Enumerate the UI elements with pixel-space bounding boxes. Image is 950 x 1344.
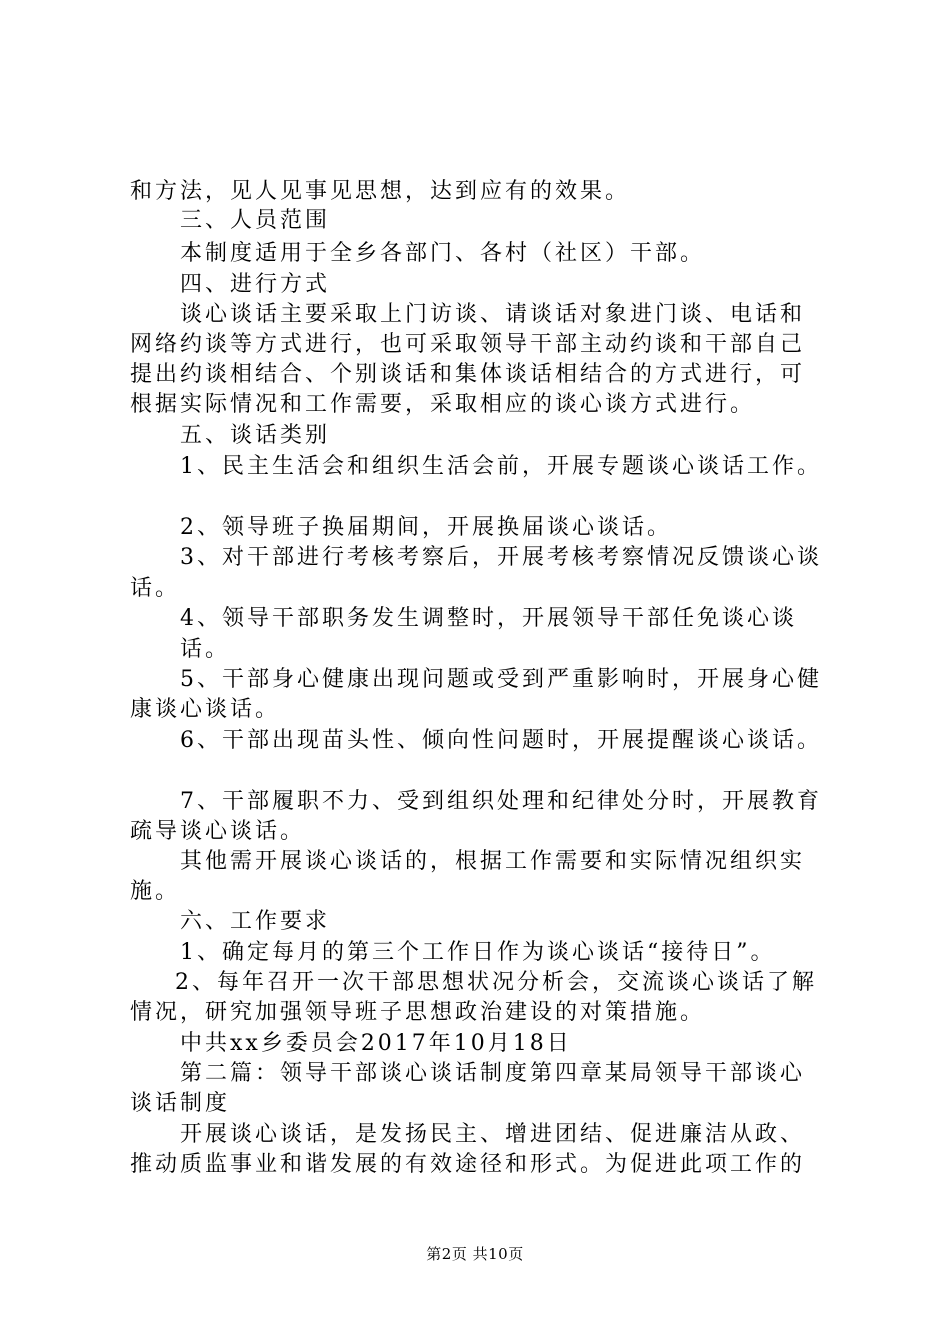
text-line: 谈心谈话主要采取上门访谈、请谈话对象进门谈、电话和	[180, 302, 806, 327]
signature-line: 中共xx乡委员会2017年10月18日	[180, 1031, 572, 1056]
text-line: 施。	[130, 879, 181, 904]
list-item: 2、每年召开一次干部思想状况分析会，交流谈心谈话了解	[175, 970, 817, 995]
text-line: 话。	[130, 576, 181, 601]
section-heading: 四、进行方式	[180, 272, 331, 297]
text-line: 提出约谈相结合、个别谈话和集体谈话相结合的方式进行，可	[130, 362, 806, 387]
list-item: 1、确定每月的第三个工作日作为谈心谈话“接待日”。	[180, 940, 776, 965]
list-item: 6、干部出现苗头性、倾向性问题时，开展提醒谈心谈话。	[180, 728, 822, 753]
list-item: 2、领导班子换届期间，开展换届谈心谈话。	[180, 515, 672, 540]
text-line: 和方法，见人见事见思想，达到应有的效果。	[130, 179, 631, 204]
text-line: 开展谈心谈话，是发扬民主、增进团结、促进廉洁从政、	[180, 1122, 806, 1147]
text-line: 疏导谈心谈话。	[130, 819, 306, 844]
article-title: 第二篇：领导干部谈心谈话制度第四章某局领导干部谈心	[180, 1061, 806, 1086]
list-item: 1、民主生活会和组织生活会前，开展专题谈心谈话工作。	[180, 454, 822, 479]
page-footer: 第2页 共10页	[426, 1245, 524, 1263]
article-title-continued: 谈话制度	[130, 1091, 231, 1116]
list-item: 7、干部履职不力、受到组织处理和纪律处分时，开展教育	[180, 789, 822, 814]
section-heading: 五、谈话类别	[180, 423, 331, 448]
text-line: 根据实际情况和工作需要，采取相应的谈心谈方式进行。	[130, 392, 756, 417]
text-line: 康谈心谈话。	[130, 697, 281, 722]
list-item: 5、干部身心健康出现问题或受到严重影响时，开展身心健	[180, 667, 822, 692]
text-line: 网络约谈等方式进行，也可采取领导干部主动约谈和干部自己	[130, 332, 806, 357]
list-item: 3、对干部进行考核考察后，开展考核考察情况反馈谈心谈	[180, 545, 822, 570]
text-line: 其他需开展谈心谈话的，根据工作需要和实际情况组织实	[180, 849, 806, 874]
text-line: 话。	[180, 637, 231, 662]
section-heading: 三、人员范围	[180, 208, 331, 233]
text-line: 情况，研究加强领导班子思想政治建设的对策措施。	[130, 1000, 706, 1025]
text-line: 推动质监事业和谐发展的有效途径和形式。为促进此项工作的	[130, 1152, 806, 1177]
text-line: 本制度适用于全乡各部门、各村（社区）干部。	[180, 241, 706, 266]
section-heading: 六、工作要求	[180, 909, 331, 934]
list-item: 4、领导干部职务发生调整时，开展领导干部任免谈心谈	[180, 606, 797, 631]
